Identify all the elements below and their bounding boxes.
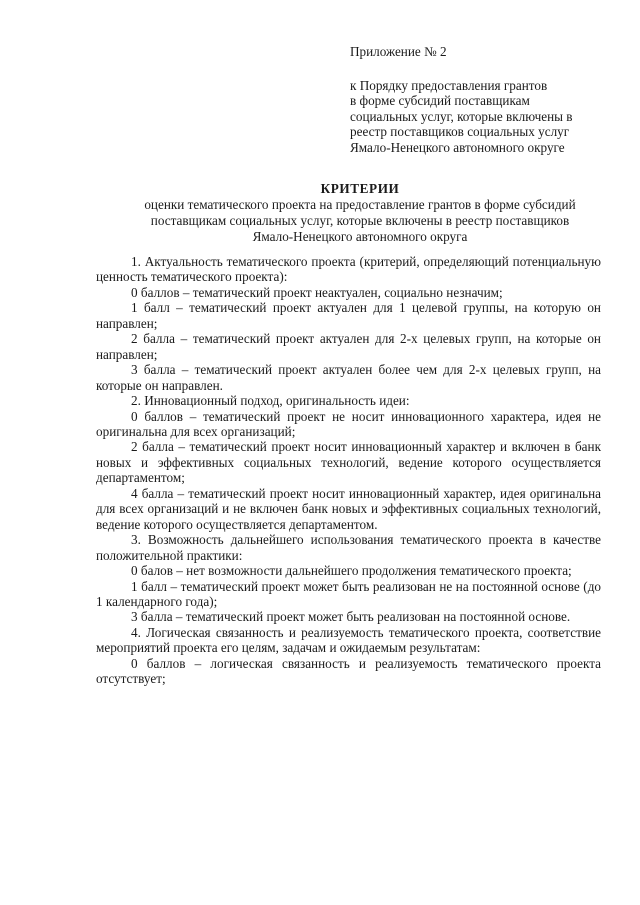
criterion-score: 2 балла – тематический проект актуален для 2-х целевых групп, на которые он направлен;: [96, 331, 601, 362]
criterion-heading: 1. Актуальность тематического проекта (критерий, определяющий потенциальную ценность тематического проекта):: [96, 254, 601, 285]
criterion-score: 4 балла – тематический проект носит инновационный характер, идея оригинальна для всех организаций и не включен банк новых и эффективных социальных технологий, ведение которого осуществляется департаментом.: [96, 485, 601, 532]
appendix-block: [350, 44, 620, 156]
document-subtitle-line: Ямало-Ненецкого автономного округа: [252, 229, 468, 244]
document-title: КРИТЕРИИ: [320, 181, 400, 196]
appendix-line: Ямало-Ненецкого автономного округе: [350, 139, 565, 155]
appendix-line: к Порядку предоставления грантов: [350, 77, 548, 93]
criterion-score: 1 балл – тематический проект может быть реализован не на постоянной основе (до 1 календарного года);: [96, 578, 601, 609]
criterion-score: 3 балла – тематический проект актуален более чем для 2-х целевых групп, на которые он направлен.: [96, 362, 601, 393]
criterion-score: 2 балла – тематический проект носит инновационный характер и включен в банк новых и эффективных социальных технологий, ведение которого осуществляется департаментом;: [96, 439, 601, 486]
appendix-line: реестр поставщиков социальных услуг: [350, 124, 570, 140]
criterion-heading: 2. Инновационный подход, оригинальность идеи:: [131, 393, 410, 409]
criterion-score: 0 баллов – тематический проект неактуален, социально незначим;: [131, 284, 503, 300]
document-subtitle-line: поставщикам социальных услуг, которые включены в реестр поставщиков: [150, 213, 570, 228]
heading-block: [95, 181, 625, 245]
criterion-score: 1 балл – тематический проект актуален для 1 целевой группы, на которую он направлен;: [96, 300, 601, 331]
criterion-heading: 4. Логическая связанность и реализуемость тематического проекта, соответствие мероприятий проекта его целям, задачам и ожидаемым результатам:: [96, 624, 601, 656]
criterion-score: 3 балла – тематический проект может быть реализован на постоянной основе.: [131, 609, 571, 625]
criterion-score: 0 балов – нет возможности дальнейшего продолжения тематического проекта;: [131, 563, 572, 579]
criterion-score: 0 баллов – тематический проект не носит инновационного характера, идея не оригинальна для всех организаций;: [96, 408, 601, 439]
appendix-line: в форме субсидий поставщикам: [350, 93, 530, 109]
appendix-line: социальных услуг, которые включены в: [350, 108, 573, 124]
appendix-number: Приложение № 2: [350, 44, 447, 59]
criterion-heading: 3. Возможность дальнейшего использования тематического проекта в качестве положительной практики:: [96, 532, 601, 563]
criteria-body: [96, 254, 601, 687]
document-subtitle-line: оценки тематического проекта на предоставление грантов в форме субсидий: [144, 197, 576, 212]
criterion-score: 0 баллов – логическая связанность и реализуемость тематического проекта отсутствует;: [96, 655, 601, 687]
